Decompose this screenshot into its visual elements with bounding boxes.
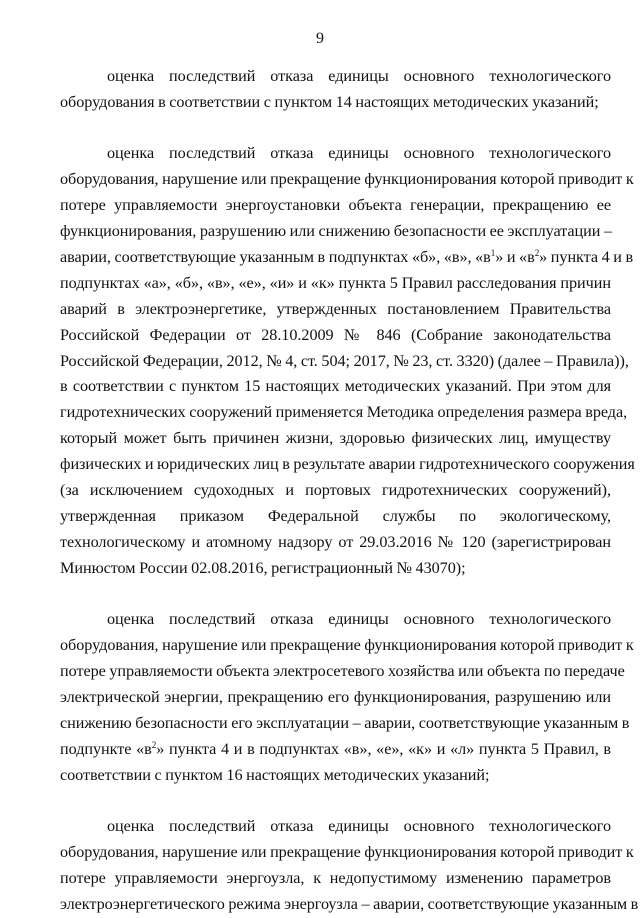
text-line: подпунктах «а», «б», «в», «е», «и» и «к» пункта 5 Правил расследования причин [60, 273, 611, 292]
text-line: потере управляемости энергоузла, к недопустимому изменению параметров [60, 868, 611, 887]
text-line: соответствии с пунктом 16 настоящих методических указаний; [60, 765, 490, 784]
text-line: утвержденная приказом Федеральной службы по экологическому, [60, 507, 611, 525]
text-line: оборудования в соответствии с пунктом 14 настоящих методических указаний; [60, 92, 599, 111]
text-line: который может быть причинен жизни, здоровью физических лиц, имуществу [60, 429, 611, 448]
text-line: технологическому и атомному надзору от 29.03.2016 № 120 (зарегистрирован [60, 532, 611, 551]
text-line: Российской Федерации от 28.10.2009 № 846 (Собрание законодательства [60, 325, 611, 344]
paragraph-2 [60, 141, 635, 581]
paragraph-gap [60, 116, 611, 142]
paragraph-gap [60, 789, 611, 815]
paragraph-1 [60, 64, 611, 116]
text-line: оборудования, нарушение или прекращение функционирования которой приводит к [60, 636, 634, 655]
text-line: оценка последствий отказа единицы основного технологического [107, 610, 611, 629]
text-line: оценка последствий отказа единицы основного технологического [107, 144, 611, 163]
text-line: электрической энергии, прекращению его функционирования, разрушению или [60, 687, 611, 706]
text-line: аварий в электроэнергетике, утвержденных постановлением Правительства [60, 299, 611, 318]
text-line: Минюстом России 02.08.2016, регистрационный № 43070); [60, 558, 466, 577]
text-line: оборудования, нарушение или прекращение функционирования которой приводит к [60, 842, 634, 861]
text-line: (за исключением судоходных и портовых гидротехнических сооружений), [60, 481, 611, 500]
text-line: оборудования, нарушение или прекращение функционирования которой приводит к [60, 170, 634, 189]
text-line: подпункте «$в^2$» пункта 4 и в подпунктах «в», «е», «к» и «л» пункта 5 Правил, в [60, 739, 612, 758]
text-line: в соответствии с пунктом 15 настоящих методических указаний. При этом для [60, 377, 611, 396]
paragraph-gap [60, 582, 611, 608]
text-line: электроэнергетического режима энергоузла – аварии, соответствующие указанным в [60, 894, 639, 913]
document-body [60, 64, 639, 918]
text-line: потере управляемости объекта электросетевого хозяйства или объекта по передаче [60, 662, 625, 681]
text-line: оценка последствий отказа единицы основного технологического [107, 67, 611, 85]
text-line: Российской Федерации, 2012, № 4, ст. 504; 2017, № 23, ст. 3320) (далее – Правила)), [60, 351, 629, 370]
text-line: снижению безопасности его эксплуатации – аварии, соответствующие указанным в [60, 713, 630, 732]
text-line: потере управляемости энергоустановки объекта генерации, прекращению ее [60, 196, 611, 215]
text-line: аварии, соответствующие указанным в подпунктах «б», «в», «$в^1$» и «$в^2$» пункта 4 и в [60, 247, 634, 266]
text-line: физических и юридических лиц в результате аварии гидротехнического сооружения [60, 455, 635, 474]
text-line: гидротехнических сооружений применяется Методика определения размера вреда, [60, 403, 628, 422]
text-line: оценка последствий отказа единицы основного технологического [107, 817, 611, 836]
page-number: 9 [316, 30, 324, 47]
paragraph-4 [60, 814, 639, 918]
text-line: функционирования, разрушению или снижению безопасности ее эксплуатации – [60, 222, 613, 241]
paragraph-3 [60, 607, 634, 788]
